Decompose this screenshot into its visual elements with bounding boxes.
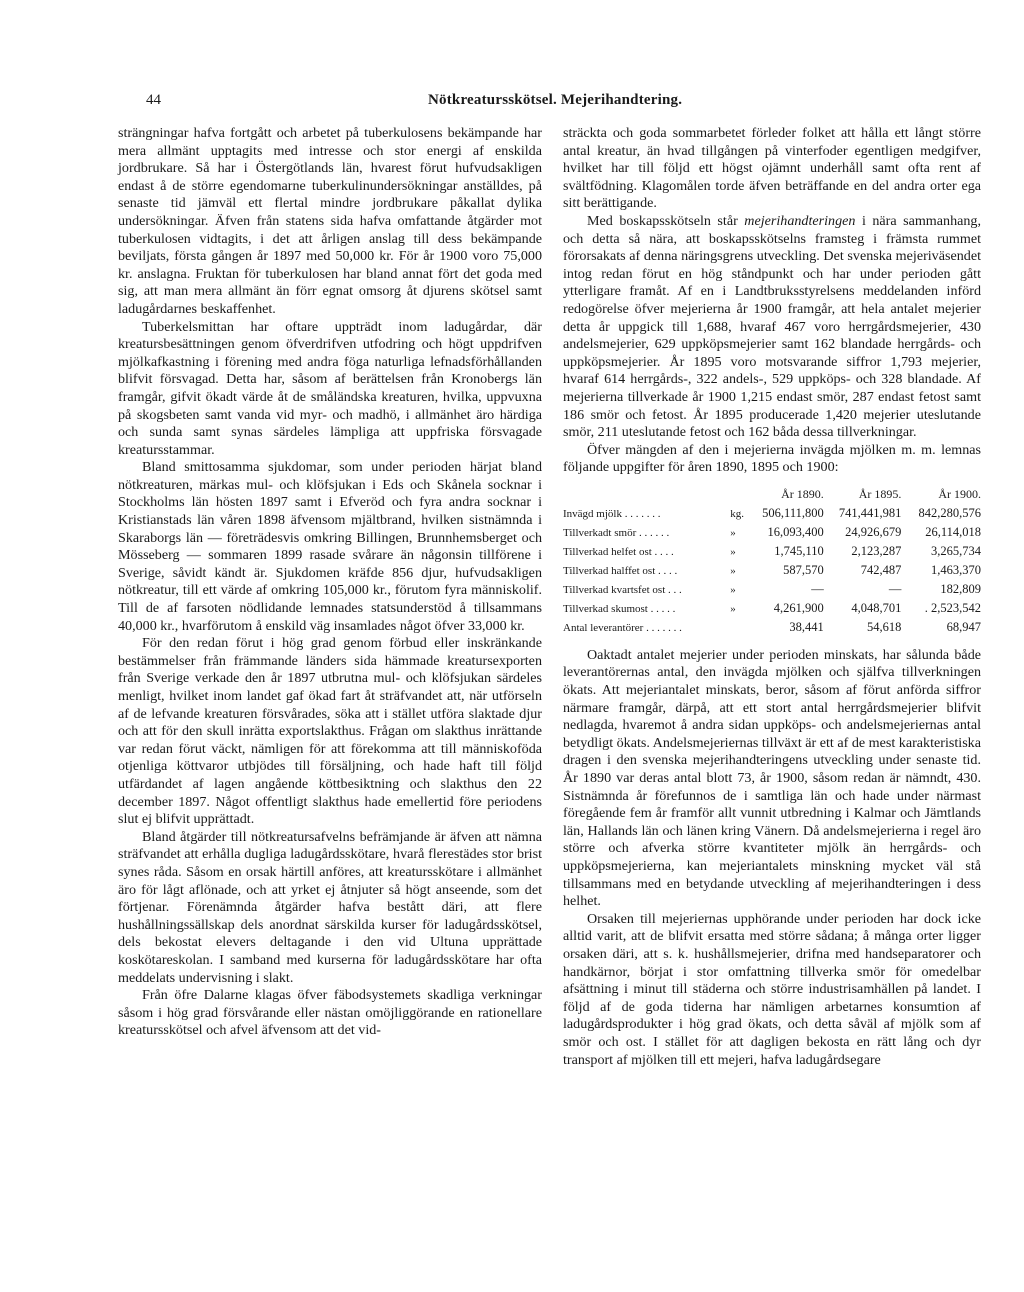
table-cell: 182,809 — [940, 581, 981, 596]
row-unit: » — [730, 526, 736, 539]
table-cell: 3,265,734 — [931, 543, 981, 558]
table-cell: 587,570 — [783, 562, 824, 577]
row-label: Tillverkad helfet ost . . . . — [563, 545, 674, 558]
paragraph: strängningar hafva fortgått och arbetet på tuberkulosens bekämpande har mera allmänt upptagits med intresse och stor energi af enskilda jordbrukare. Så har i Östergötlands län, hvarest förut hufvudsakligen endast å de större egendomarne tuberkulinundersökningar anställdes, på senaste tid jämväl ett flertal mindre jordbrukare påkallat dylika undersökningar. Äfven från statens sida hafva omfattande åtgärder mot tuberkulosen vidtagits, i det att årligen anslag till dess bekämpande beviljats, första gången år 1897 med 50,000 kr. För år 1900 voro 75,000 kr. anslagna. Fruktan för tuberkulosen har bland annat fört det goda med sig, att man mera allmänt än förr egnat omsorg åt djurens skötsel samt ladugårdarnes beskaffenhet. — [118, 125, 542, 317]
row-unit: » — [730, 545, 736, 558]
table-cell: 506,111,800 — [762, 505, 824, 520]
table-row — [563, 506, 981, 525]
table-cell: 842,280,576 — [918, 505, 981, 520]
table-cell: 1,463,370 — [931, 562, 981, 577]
row-unit: kg. — [730, 507, 744, 520]
paragraph — [563, 213, 981, 442]
column-header: År 1890. — [781, 486, 824, 501]
table-cell: 1,745,110 — [774, 543, 824, 558]
table-cell: 68,947 — [946, 619, 981, 634]
table-cell: — — [811, 581, 824, 596]
table-cell: — — [888, 581, 902, 596]
paragraph-text: Med boskapsskötseln står — [587, 212, 745, 229]
dairy-statistics-table — [563, 487, 981, 639]
table-cell: . 2,523,542 — [924, 600, 981, 615]
paragraph: Bland åtgärder till nötkreatursafvelns befrämjande är äfven att nämna sträfvandet att erhålla dugliga ladugårdsskötare, hvarå flerestädes stor brist synes råda. Såsom en orsak härtill anföres, att kreatursskötare i allmänhet äro för lågt aflönade, och att yrket ej åtnjuter så högt anseende, som det förtjenar. Förenämnda åtgärder hafva bestått däri, att flere hushållningssällskap dels anordnat särskilda kurser för ladugårdsskötsel, dels bekostat elevers deltagande i den vid Ultuna upprättade koskötareskolan. I samband med kurserna för ladugårdsskötare har ofta meddelats undervisning i slakt. — [118, 828, 542, 986]
page-number: 44 — [146, 92, 161, 108]
table-header-row — [563, 487, 981, 506]
table-cell: 54,618 — [867, 619, 902, 634]
table-row — [563, 563, 981, 582]
paragraph: Tuberkelsmittan har oftare uppträdt inom ladugårdar, där kreatursbesättningen genom öfverdrifven utfodring och högt uppdrifven mjölkafkastning i förening med andra föga naturliga lefnadsförhållanden blifvit försvagad. Detta har, såsom af berättelsen från Kronobergs län framgår, gifvit ökadt värde åt de småländska kreaturen, hvilka, uppvuxna på skogsbeten samt vanda vid myr- och madhö, i allmänhet äro härdiga och sunda samt synas särdeles lämpliga att uppfriska försvagade kreatursstammar. — [118, 318, 542, 458]
paragraph: Oaktadt antalet mejerier under perioden minskats, har sålunda både leverantörernas antal, den invägda mjölken och själfva tillverkningen ökats. Att mejeriantalet minskats, beror, såsom af förut anförda siffror närmare framgår, därpå, att ett stort antal herrgårdsmejerier blifvit nedlagda, hvaremot å andra sidan uppköps- och andelsmejeriernas antal betydligt ökats. Andelsmejeriernas tillväxt är ett af de mest karakteristiska dragen i den svenska mejerihandteringens utveckling under senaste tid. År 1890 var deras antal blott 73, år 1900, såsom redan är nämndt, 430. Sistnämnda år förefunnos de i samtliga län och hade under närmast föregående fem år framför allt vunnit utbredning i Kalmar och Jämtlands län, Hallands län och länen kring Vänern. Då andelsmejerierna i regel äro större och afverka större kvantiteter mjölk än herrgårds- och uppköpsmejerierna, kan mejeriantalets minskning mycket väl stå tillsammans med en betydande utveckling af mejerihandteringen i dess helhet. — [563, 646, 981, 910]
table-cell: 38,441 — [789, 619, 824, 634]
right-column — [563, 125, 981, 1069]
table-cell: 4,261,900 — [773, 600, 824, 615]
paragraph: För den redan förut i hög grad genom förbud eller inskränkande bestämmelser från främmande länders sida hämmade kreatursexporten från Sverige verkade den år 1897 utbrutna mul- och klöfsjukan särdeles menligt, hvilket inom landet gaf ökad fart åt sträfvandet att, när utförseln af de lefvande kreaturen försvårades, söka att i stället utföra slaktade djur och att för den skull inrätta exportslakthus. Frågan om slakthus inrättande var redan förut väckt, nämligen för att förekomma att till människoföda otjenliga köttvaror utbjödes till försäljning, och hade haft till följd utfärdandet af lagen angående köttbesiktning och slakthus den 22 december 1897. Något offentligt slakthus hade emellertid före periodens slut ej blifvit upprättadt. — [118, 635, 542, 828]
row-unit: » — [730, 564, 736, 577]
column-header: År 1900. — [938, 486, 981, 501]
page-header — [0, 92, 1024, 112]
table-cell: 4,048,701 — [851, 600, 902, 615]
row-label: Tillverkad skumost . . . . . — [563, 602, 676, 615]
row-label: Tillverkadt smör . . . . . . — [563, 526, 670, 539]
left-column — [118, 125, 542, 1040]
table-cell: 16,093,400 — [767, 524, 824, 539]
table-row — [563, 544, 981, 563]
table-cell: 741,441,981 — [838, 505, 902, 520]
paragraph: Bland smittosamma sjukdomar, som under perioden härjat bland nötkreaturen, märkas mul- och klöfsjukan i Eds och Skånela socknar i Stockholms län hösten 1897 samt i Efveröd och fyra andra socknar i Kristianstads län våren 1898 äfvensom mjältbrand, hvilken sistnämnda i Skaraborgs län — företrädesvis omkring Billingen, Brunnhemsberget och Mösseberg — sommaren 1899 rasade svårare än någonsin tillförene i Sverige, såvidt kändt är. Sjukdomen kräfde 856 djur, hufvudsakligen nötkreatur, till ett värde af omkring 105,000 kr., förutom fyra människolif. Till de af farsoten nödlidande lemnades statsunderstöd å tillsammans 40,000 kr., hvarförutom å enskild väg insamlades något öfver 33,000 kr. — [118, 459, 542, 634]
table-cell: 24,926,679 — [845, 524, 902, 539]
paragraph: Orsaken till mejeriernas upphörande under perioden har dock icke alltid varit, att de blifvit ersatta med större sådana; å många orter ligger orsaken däri, att s. k. hushållsmejerier, drifna med handseparatorer och handkärnor, börjat i stor omfattning tillverka smör för omedelbar afsättning i minut till städerna och större industrisamhällen på landet. I följd af de goda tiderna har nämligen arbetarnes konsumtion af ladugårdsprodukter i hög grad ökats, och detta såväl af mjölk som af smör och ost. I stället för att dagligen bekosta en rätt lång och dyr transport af mjölken till ett mejeri, hafva ladugårdsegare — [563, 910, 981, 1068]
paragraph-text: i nära sammanhang, och detta så nära, att boskapsskötselns framsteg i främsta rummet förorsakats af denna näringsgrens utveckling. Det svenska mejeriväsendet intog redan förut en hög ståndpunkt och har under perioden gått ytterligare framåt. Af en i Landtbruksstyrelsens meddelanden införd redogörelse öfver mejerierna år 1900 framgår, att hela antalet mejerier detta år uppgick till 1,688, hvaraf 467 voro herrgårdsmejerier, 430 andelsmejerier, 629 uppköpsmejerier samt 162 blandade herrgårds- och uppköpsmejerier. År 1895 voro motsvarande siffror 1,793 mejerier, hvaraf 614 herrgårds-, 322 andels-, 529 uppköps- och 328 blandade. Af mejerierna tillverkade år 1900 1,215 endast smör, 287 endast fetost samt 186 smör och fetost. År 1895 producerade 1,420 mejerier uteslutande smör, 211 uteslutande fetost och 162 båda dessa tillverkningar. — [563, 212, 981, 441]
table-cell: 2,123,287 — [851, 543, 902, 558]
column-header: År 1895. — [858, 486, 902, 501]
paragraph: sträckta och goda sommarbetet förleder folket att hålla ett långt större antal kreatur, än hvad tillgången på vinterfoder egentligen medgifver, hvilket har till följd ett högst ojämnt underhåll samt ofta rent af svältfödning. Klagomålen torde äfven beträffande en del andra orter ega sitt berättigande. — [563, 125, 981, 212]
row-label: Tillverkad kvartsfet ost . . . — [563, 583, 682, 596]
row-label: Tillverkad halffet ost . . . . — [563, 564, 678, 577]
table-row — [563, 582, 981, 601]
row-label: Antal leverantörer . . . . . . . — [563, 621, 682, 634]
emphasis-term: mejerihandteringen — [744, 212, 856, 229]
row-label: Invägd mjölk . . . . . . . — [563, 507, 661, 520]
table-cell: 742,487 — [860, 562, 902, 577]
row-unit: » — [730, 602, 736, 615]
table-row — [563, 601, 981, 620]
table-cell: 26,114,018 — [925, 524, 981, 539]
row-unit: » — [730, 583, 736, 596]
table-row — [563, 620, 981, 639]
paragraph: Öfver mängden af den i mejerierna invägda mjölken m. m. lemnas följande uppgifter för åren 1890, 1895 och 1900: — [563, 441, 981, 476]
running-title: Nötkreatursskötsel. Mejerihandtering. — [428, 92, 683, 108]
paragraph: Från öfre Dalarne klagas öfver fäbodsystemets skadliga verkningar såsom i hög grad försvårande eller nästan omöjliggörande en rationellare kreatursskötsel och afvel äfvensom att det vid- — [118, 987, 542, 1039]
table-row — [563, 525, 981, 544]
